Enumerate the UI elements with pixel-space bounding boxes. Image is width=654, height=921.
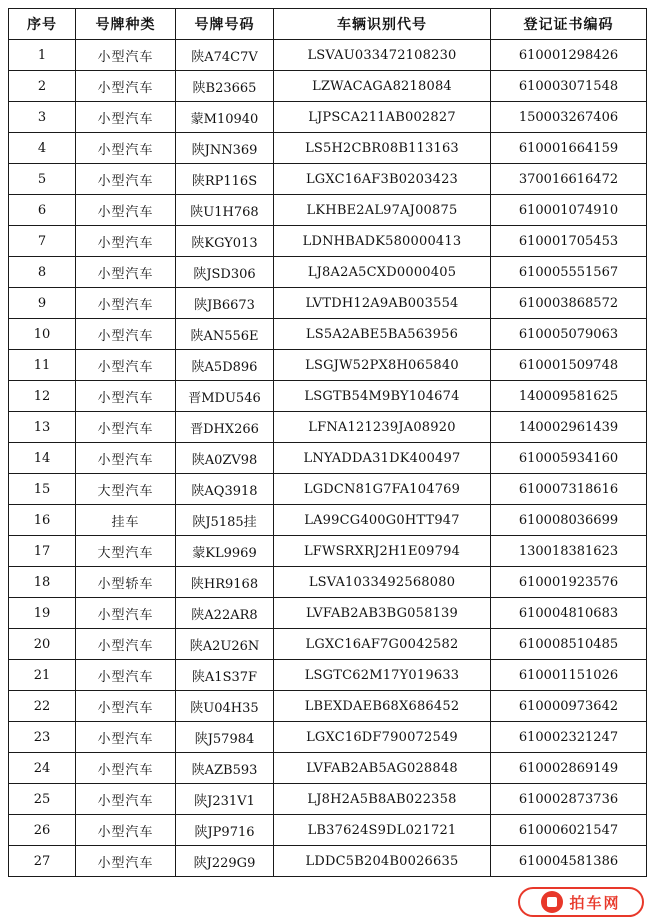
cell-plate-number: 陕JNN369	[176, 133, 274, 164]
cell-certificate: 130018381623	[491, 536, 647, 567]
cell-index: 16	[9, 505, 76, 536]
table-row	[9, 629, 647, 660]
cell-certificate: 610001923576	[491, 567, 647, 598]
cell-plate-number: 陕A74C7V	[176, 40, 274, 71]
cell-plate-number: 陕J5185挂	[176, 505, 274, 536]
header-vin: 车辆识别代号	[274, 9, 491, 40]
cell-certificate: 610001298426	[491, 40, 647, 71]
cell-plate-number: 陕J57984	[176, 722, 274, 753]
table-row	[9, 257, 647, 288]
table-row	[9, 691, 647, 722]
cell-index: 23	[9, 722, 76, 753]
cell-plate-type: 小型汽车	[76, 753, 176, 784]
cell-certificate: 610003071548	[491, 71, 647, 102]
cell-plate-number: 陕JSD306	[176, 257, 274, 288]
cell-vin: LDNHBADK580000413	[274, 226, 491, 257]
cell-index: 24	[9, 753, 76, 784]
cell-plate-type: 小型汽车	[76, 195, 176, 226]
table-row	[9, 505, 647, 536]
table-row	[9, 567, 647, 598]
table-row	[9, 846, 647, 877]
cell-plate-type: 小型汽车	[76, 226, 176, 257]
cell-index: 13	[9, 412, 76, 443]
cell-certificate: 610001151026	[491, 660, 647, 691]
cell-plate-type: 小型汽车	[76, 412, 176, 443]
cell-plate-number: 陕A22AR8	[176, 598, 274, 629]
vehicle-registry-table	[8, 8, 647, 877]
table-row	[9, 350, 647, 381]
table-row	[9, 412, 647, 443]
cell-vin: LVFAB2AB3BG058139	[274, 598, 491, 629]
cell-index: 26	[9, 815, 76, 846]
cell-plate-type: 小型汽车	[76, 722, 176, 753]
cell-index: 10	[9, 319, 76, 350]
table-row	[9, 474, 647, 505]
cell-vin: LFWSRXRJ2H1E09794	[274, 536, 491, 567]
cell-vin: LSVAU033472108230	[274, 40, 491, 71]
cell-plate-type: 小型汽车	[76, 133, 176, 164]
cell-vin: LGXC16AF7G0042582	[274, 629, 491, 660]
cell-plate-number: 蒙M10940	[176, 102, 274, 133]
cell-index: 4	[9, 133, 76, 164]
cell-vin: LNYADDA31DK400497	[274, 443, 491, 474]
cell-index: 14	[9, 443, 76, 474]
cell-certificate: 610005934160	[491, 443, 647, 474]
cell-plate-type: 小型汽车	[76, 598, 176, 629]
cell-plate-number: 陕U04H35	[176, 691, 274, 722]
cell-plate-type: 小型汽车	[76, 443, 176, 474]
cell-index: 1	[9, 40, 76, 71]
cell-vin: LJPSCA211AB002827	[274, 102, 491, 133]
cell-vin: LVTDH12A9AB003554	[274, 288, 491, 319]
cell-certificate: 610002869149	[491, 753, 647, 784]
table-row	[9, 288, 647, 319]
table-row	[9, 133, 647, 164]
cell-index: 15	[9, 474, 76, 505]
header-plate-type: 号牌种类	[76, 9, 176, 40]
cell-certificate: 610007318616	[491, 474, 647, 505]
watermark-logo	[518, 887, 644, 917]
cell-vin: LGXC16AF3B0203423	[274, 164, 491, 195]
cell-vin: LSVA1033492568080	[274, 567, 491, 598]
logo-icon	[541, 891, 563, 913]
cell-plate-type: 小型汽车	[76, 164, 176, 195]
cell-plate-type: 小型汽车	[76, 350, 176, 381]
cell-plate-number: 陕A0ZV98	[176, 443, 274, 474]
cell-vin: LS5H2CBR08B113163	[274, 133, 491, 164]
cell-certificate: 610001664159	[491, 133, 647, 164]
cell-certificate: 370016616472	[491, 164, 647, 195]
cell-index: 27	[9, 846, 76, 877]
cell-vin: LA99CG400G0HTT947	[274, 505, 491, 536]
cell-plate-number: 陕A2U26N	[176, 629, 274, 660]
cell-vin: LFNA121239JA08920	[274, 412, 491, 443]
cell-certificate: 610001509748	[491, 350, 647, 381]
cell-plate-number: 晋MDU546	[176, 381, 274, 412]
cell-plate-type: 挂车	[76, 505, 176, 536]
cell-plate-number: 陕J231V1	[176, 784, 274, 815]
cell-vin: LJ8H2A5B8AB022358	[274, 784, 491, 815]
header-plate-number: 号牌号码	[176, 9, 274, 40]
cell-vin: LKHBE2AL97AJ00875	[274, 195, 491, 226]
cell-plate-type: 小型汽车	[76, 319, 176, 350]
table-row	[9, 784, 647, 815]
cell-certificate: 610006021547	[491, 815, 647, 846]
cell-certificate: 610004581386	[491, 846, 647, 877]
cell-index: 21	[9, 660, 76, 691]
cell-index: 6	[9, 195, 76, 226]
cell-plate-number: 陕A5D896	[176, 350, 274, 381]
cell-plate-type: 小型汽车	[76, 288, 176, 319]
cell-certificate: 150003267406	[491, 102, 647, 133]
cell-vin: LBEXDAEB68X686452	[274, 691, 491, 722]
cell-plate-number: 陕JB6673	[176, 288, 274, 319]
cell-plate-number: 陕JP9716	[176, 815, 274, 846]
cell-plate-type: 大型汽车	[76, 474, 176, 505]
cell-certificate: 610001705453	[491, 226, 647, 257]
cell-plate-type: 小型汽车	[76, 784, 176, 815]
cell-index: 20	[9, 629, 76, 660]
cell-plate-number: 陕KGY013	[176, 226, 274, 257]
cell-index: 18	[9, 567, 76, 598]
cell-index: 17	[9, 536, 76, 567]
cell-index: 2	[9, 71, 76, 102]
table-row	[9, 102, 647, 133]
cell-plate-type: 小型汽车	[76, 629, 176, 660]
cell-certificate: 610005079063	[491, 319, 647, 350]
cell-vin: LB37624S9DL021721	[274, 815, 491, 846]
cell-plate-number: 陕U1H768	[176, 195, 274, 226]
table-row	[9, 319, 647, 350]
cell-vin: LSGJW52PX8H065840	[274, 350, 491, 381]
cell-plate-type: 小型轿车	[76, 567, 176, 598]
table-row	[9, 722, 647, 753]
cell-plate-number: 陕AN556E	[176, 319, 274, 350]
table-row	[9, 71, 647, 102]
cell-certificate: 610004810683	[491, 598, 647, 629]
cell-plate-number: 陕B23665	[176, 71, 274, 102]
cell-vin: LVFAB2AB5AG028848	[274, 753, 491, 784]
cell-certificate: 610008510485	[491, 629, 647, 660]
cell-index: 5	[9, 164, 76, 195]
cell-vin: LSGTB54M9BY104674	[274, 381, 491, 412]
cell-vin: LGDCN81G7FA104769	[274, 474, 491, 505]
cell-certificate: 140009581625	[491, 381, 647, 412]
cell-vin: LSGTC62M17Y019633	[274, 660, 491, 691]
table-header-row	[9, 9, 647, 40]
header-index: 序号	[9, 9, 76, 40]
cell-plate-type: 小型汽车	[76, 846, 176, 877]
cell-plate-number: 蒙KL9969	[176, 536, 274, 567]
cell-plate-type: 小型汽车	[76, 815, 176, 846]
cell-certificate: 610002873736	[491, 784, 647, 815]
cell-certificate: 610008036699	[491, 505, 647, 536]
cell-plate-number: 陕RP116S	[176, 164, 274, 195]
table-body	[9, 40, 647, 877]
table-row	[9, 815, 647, 846]
cell-vin: LJ8A2A5CXD0000405	[274, 257, 491, 288]
table-row	[9, 164, 647, 195]
cell-plate-type: 大型汽车	[76, 536, 176, 567]
table-row	[9, 195, 647, 226]
cell-plate-type: 小型汽车	[76, 691, 176, 722]
cell-plate-type: 小型汽车	[76, 40, 176, 71]
table-row	[9, 443, 647, 474]
cell-plate-number: 陕HR9168	[176, 567, 274, 598]
cell-vin: LGXC16DF790072549	[274, 722, 491, 753]
table-row	[9, 753, 647, 784]
cell-plate-number: 陕J229G9	[176, 846, 274, 877]
cell-index: 9	[9, 288, 76, 319]
cell-plate-type: 小型汽车	[76, 381, 176, 412]
cell-plate-type: 小型汽车	[76, 102, 176, 133]
cell-plate-number: 陕A1S37F	[176, 660, 274, 691]
cell-certificate: 610001074910	[491, 195, 647, 226]
cell-certificate: 140002961439	[491, 412, 647, 443]
cell-index: 12	[9, 381, 76, 412]
table-row	[9, 598, 647, 629]
table-row	[9, 226, 647, 257]
header-certificate: 登记证书编码	[491, 9, 647, 40]
cell-plate-type: 小型汽车	[76, 660, 176, 691]
table-row	[9, 536, 647, 567]
cell-certificate: 610003868572	[491, 288, 647, 319]
cell-index: 8	[9, 257, 76, 288]
cell-vin: LS5A2ABE5BA563956	[274, 319, 491, 350]
cell-plate-number: 陕AQ3918	[176, 474, 274, 505]
cell-index: 22	[9, 691, 76, 722]
cell-index: 19	[9, 598, 76, 629]
cell-plate-type: 小型汽车	[76, 257, 176, 288]
cell-vin: LDDC5B204B0026635	[274, 846, 491, 877]
cell-certificate: 610002321247	[491, 722, 647, 753]
cell-index: 3	[9, 102, 76, 133]
cell-plate-number: 陕AZB593	[176, 753, 274, 784]
cell-index: 7	[9, 226, 76, 257]
cell-plate-number: 晋DHX266	[176, 412, 274, 443]
table-row	[9, 660, 647, 691]
table-row	[9, 40, 647, 71]
logo-text: 拍车网	[569, 893, 621, 912]
cell-index: 25	[9, 784, 76, 815]
cell-index: 11	[9, 350, 76, 381]
cell-certificate: 610000973642	[491, 691, 647, 722]
cell-plate-type: 小型汽车	[76, 71, 176, 102]
table-row	[9, 381, 647, 412]
cell-certificate: 610005551567	[491, 257, 647, 288]
cell-vin: LZWACAGA8218084	[274, 71, 491, 102]
